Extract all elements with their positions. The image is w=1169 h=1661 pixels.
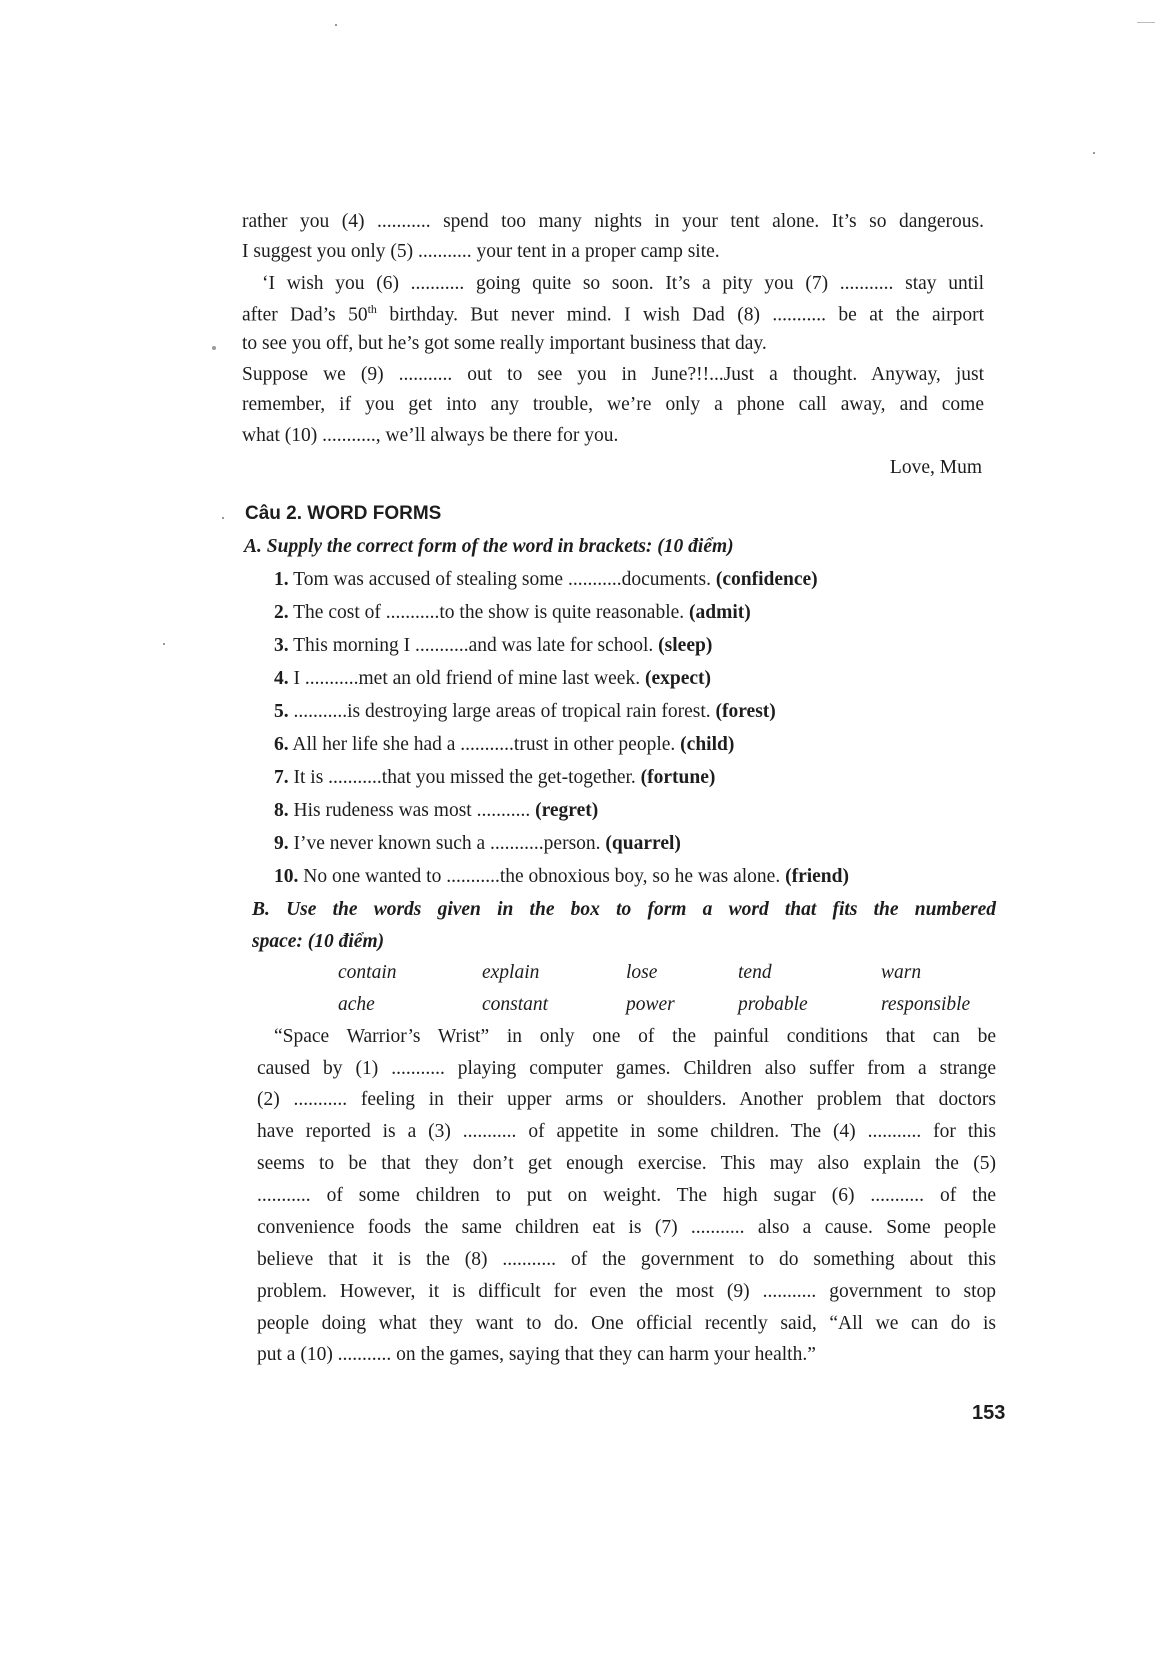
letter-line: I suggest you only (5) ........... your tent in a proper camp site. [242,241,720,262]
scan-speck [1137,22,1155,23]
box-word: warn [881,962,922,983]
item-cue-word: (regret) [535,800,599,821]
box-word: ache [338,994,375,1015]
section-heading: Câu 2. WORD FORMS [245,503,442,524]
letter-line: Suppose we (9) ........... out to see you in June?!!...Just a thought. Anyway, just [242,364,984,385]
item-text: His rudeness was most ........... [288,800,536,821]
letter-line: remember, if you get into any trouble, we’re only a phone call away, and come [242,394,984,415]
box-word: constant [482,994,549,1015]
part-b-instruction-cont: space: (10 điểm) [252,931,385,952]
letter-text: birthday. But never mind. I wish Dad (8) ........... be at the airport [376,304,984,326]
item-number: 5. [274,701,289,722]
exercise-item-4 [274,668,711,690]
item-text: The cost of ...........to the show is quite reasonable. [288,602,690,623]
exercise-item-9 [274,833,681,855]
scan-speck [212,346,216,350]
part-b-instruction: B. Use the words given in the box to form a word that fits the numbered [252,899,996,920]
box-word: lose [626,962,658,983]
exercise-item-7 [274,767,715,789]
item-number: 9. [274,833,289,854]
exercise-item-10 [274,866,849,888]
box-word: tend [738,962,772,983]
item-number: 4. [274,668,289,689]
passage-line: convenience foods the same children eat is (7) ........... also a cause. Some people [257,1217,996,1238]
letter-line: rather you (4) ........... spend too many nights in your tent alone. It’s so dangerous. [242,211,984,232]
item-cue-word: (forest) [715,701,776,722]
item-text: It is ...........that you missed the get-together. [288,767,641,788]
letter-line-birthday [242,302,984,327]
passage-line: ........... of some children to put on weight. The high sugar (6) ........... of the [257,1185,996,1206]
item-number: 10. [274,866,299,887]
passage-line: caused by (1) ........... playing computer games. Children also suffer from a strange [257,1058,996,1079]
item-text: I’ve never known such a ...........person. [288,833,606,854]
item-text: All her life she had a ...........trust in other people. [288,734,681,755]
item-text: Tom was accused of stealing some ...........documents. [288,569,716,590]
letter-line: ‘I wish you (6) ........... going quite so soon. It’s a pity you (7) ........... stay until [262,273,984,294]
item-cue-word: (sleep) [658,635,713,656]
letter-signoff: Love, Mum [889,457,982,478]
item-number: 3. [274,635,289,656]
part-a-instruction: A. Supply the correct form of the word in brackets: (10 điểm) [244,536,734,557]
box-word: contain [338,962,397,983]
item-number: 7. [274,767,289,788]
passage-line: (2) ........... feeling in their upper arms or shoulders. Another problem that doctors [257,1089,996,1110]
passage-line: seems to be that they don’t get enough exercise. This may also explain the (5) [257,1153,996,1174]
scan-speck [222,517,224,519]
item-cue-word: (admit) [689,602,751,623]
exercise-item-1 [274,569,818,591]
exercise-item-2 [274,602,751,624]
item-text: ...........is destroying large areas of tropical rain forest. [288,701,716,722]
passage-line: people doing what they want to do. One official recently said, “All we can do is [257,1313,996,1334]
letter-text: after Dad’s 50 [242,304,368,326]
passage-line: problem. However, it is difficult for even the most (9) ........... government to stop [257,1281,996,1302]
exercise-item-3 [274,635,712,657]
exercise-item-6 [274,734,734,756]
item-cue-word: (child) [680,734,735,755]
scan-speck [163,643,165,645]
letter-line: what (10) ..........., we’ll always be there for you. [242,425,619,446]
exercise-item-5 [274,701,776,723]
item-number: 1. [274,569,289,590]
ordinal-superscript: th [367,302,377,316]
passage-line: have reported is a (3) ........... of appetite in some children. The (4) ........... for this [257,1121,996,1142]
scan-speck [335,24,337,26]
box-word: probable [738,994,808,1015]
scan-speck [1093,152,1095,154]
item-number: 2. [274,602,289,623]
item-text: This morning I ...........and was late for school. [288,635,659,656]
item-number: 8. [274,800,289,821]
item-cue-word: (fortune) [640,767,716,788]
item-number: 6. [274,734,289,755]
item-cue-word: (confidence) [715,569,818,590]
page-number: 153 [972,1402,1006,1424]
passage-line: put a (10) ........... on the games, saying that they can harm your health.” [257,1344,816,1365]
item-cue-word: (expect) [644,668,711,689]
box-word: responsible [881,994,971,1015]
exercise-item-8 [274,800,598,822]
item-cue-word: (quarrel) [605,833,681,854]
letter-line: to see you off, but he’s got some really important business that day. [242,333,767,354]
box-word: explain [482,962,540,983]
item-text: No one wanted to ...........the obnoxious boy, so he was alone. [298,866,786,887]
item-cue-word: (friend) [785,866,849,887]
box-word: power [626,994,675,1015]
passage-line: believe that it is the (8) ........... of the government to do something about this [257,1249,996,1270]
passage-line: “Space Warrior’s Wrist” in only one of the painful conditions that can be [274,1026,996,1047]
item-text: I ...........met an old friend of mine last week. [288,668,645,689]
